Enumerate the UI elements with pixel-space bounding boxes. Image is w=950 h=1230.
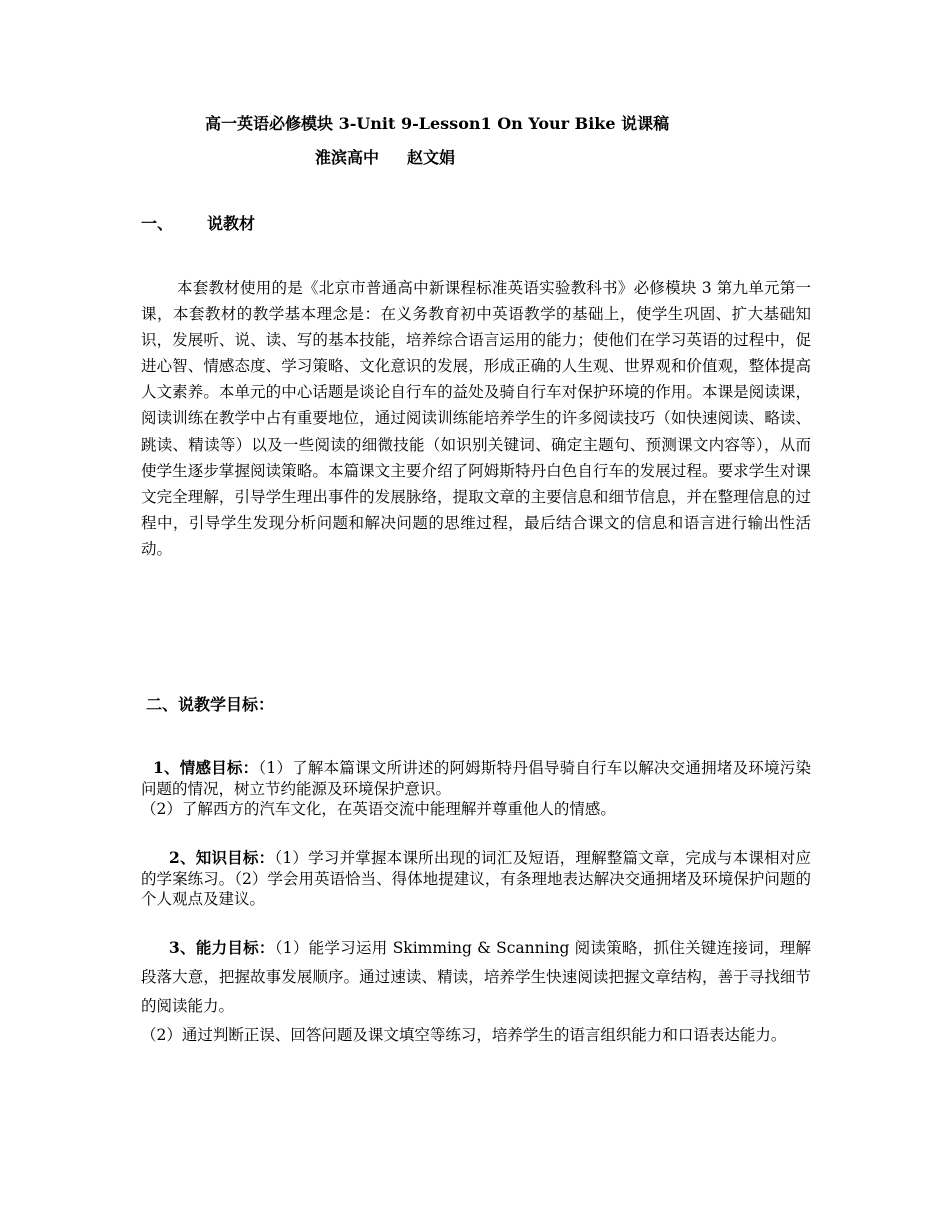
- goal-emotion-label: 1、情感目标：: [153, 758, 259, 777]
- goal-knowledge-text: （1）学习并掌握本课所出现的词汇及短语，理解整篇文章，完成与本课相对应的学案练习。（2）学会用英语恰当、得体地提建议，有条理地表达解决交通拥堵及环境保护问题的个人观点及建议。: [141, 849, 811, 908]
- section-1-heading: [141, 212, 255, 236]
- goal-knowledge-label: 2、知识目标：: [169, 848, 275, 867]
- section-2-heading: 二、说教学目标：: [146, 695, 275, 714]
- goal-ability-text-1: （1）能学习运用 Skimming & Scanning 阅读策略，抓住关键连接词，理解段落大意，把握故事发展顺序。通过速读、精读，培养学生快速阅读把握文章结构，善于寻找细节的阅读能力。: [141, 939, 811, 1015]
- section-1-paragraph: 本套教材使用的是《北京市普通高中新课程标准英语实验教科书》必修模块 3 第九单元第一课，本套教材的教学基本理念是：在义务教育初中英语教学的基础上，使学生巩固、扩大基础知识，发展听、说、读、写的基本技能，培养综合语言运用的能力；使他们在学习英语的过程中，促进心智、情感态度、学习策略、文化意识的发展，形成正确的人生观、世界观和价值观，整体提高人文素养。本单元的中心话题是谈论自行车的益处及骑自行车对保护环境的作用。本课是阅读课，阅读训练在教学中占有重要地位，通过阅读训练能培养学生的许多阅读技巧（如快速阅读、略读、跳读、精读等）以及一些阅读的细微技能（如识别关键词、确定主题句、预测课文内容等），从而使学生逐步掌握阅读策略。本篇课文主要介绍了阿姆斯特丹白色自行车的发展过程。要求学生对课文完全理解，引导学生理出事件的发展脉络，提取文章的主要信息和细节信息，并在整理信息的过程中，引导学生发现分析问题和解决问题的思维过程，最后结合课文的信息和语言进行输出性活动。: [141, 279, 811, 558]
- goal-ability-text-2: （2）通过判断正误、回答问题及课文填空等练习，培养学生的语言组织能力和口语表达能力。: [141, 1026, 787, 1044]
- author-line: [315, 146, 455, 170]
- goal-emotion-text-1: （1）了解本篇课文所讲述的阿姆斯特丹倡导骑自行车以解决交通拥堵及环境污染问题的情况，树立节约能源及环境保护意识。: [141, 759, 811, 798]
- section-1-number: 一、: [141, 214, 174, 233]
- goal-knowledge: [141, 848, 811, 910]
- section-1-title: 说教材: [207, 214, 256, 233]
- goal-emotion-text-2: （2）了解西方的汽车文化，在英语交流中能理解并尊重他人的情感。: [141, 800, 616, 818]
- document-title: 高一英语必修模块 3-Unit 9-Lesson1 On Your Bike 说课稿: [205, 114, 670, 133]
- goal-emotion: [141, 758, 811, 820]
- author-name: 赵文娟: [407, 148, 456, 167]
- goal-ability: [141, 933, 811, 1050]
- author-school: 淮滨高中: [315, 148, 380, 167]
- goal-ability-label: 3、能力目标：: [169, 938, 275, 957]
